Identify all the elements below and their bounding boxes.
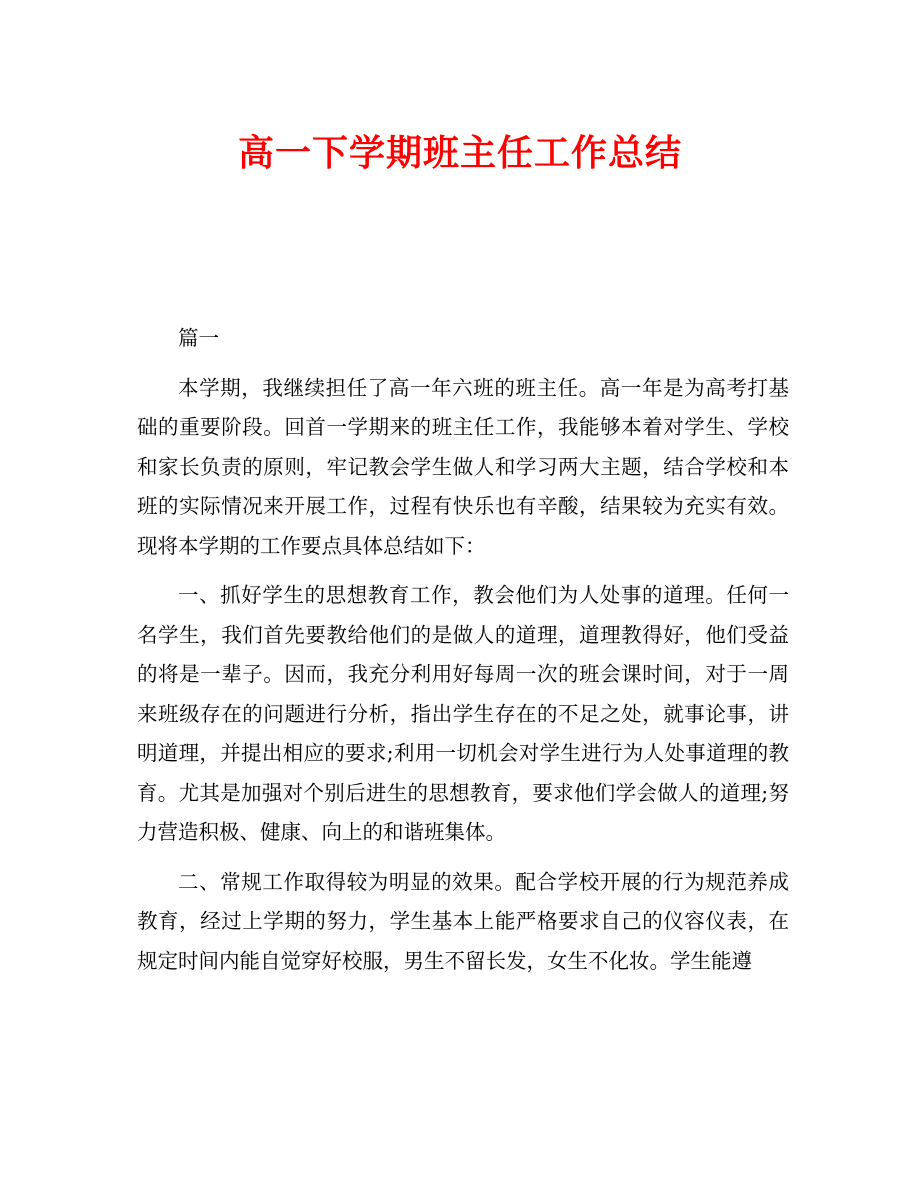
document-title: 高一下学期班主任工作总结: [237, 132, 682, 174]
paragraph-intro: 本学期，我继续担任了高一年六班的班主任。高一年是为高考打基础的重要阶段。回首一学期来的班主任工作，我能够本着对学生、学校和家长负责的原则，牢记教会学生做人和学习两大主题，结合学校和本班的实际情况来开展工作，过程有快乐也有辛酸，结果较为充实有效。现将本学期的工作要点具体总结如下：: [137, 375, 789, 558]
paragraph-point-two: 二、常规工作取得较为明显的效果。配合学校开展的行为规范养成教育，经过上学期的努力，学生基本上能严格要求自己的仪容仪表，在规定时间内能自觉穿好校服，男生不留长发，女生不化妆。学生能遵: [137, 869, 789, 973]
document-body: [137, 319, 789, 981]
section-heading: 篇一: [178, 326, 219, 350]
paragraph-point-one: 一、抓好学生的思想教育工作，教会他们为人处事的道理。任何一名学生，我们首先要教给他们的是做人的道理，道理教得好，他们受益的将是一辈子。因而，我充分利用好每周一次的班会课时间，对于一周来班级存在的问题进行分析，指出学生存在的不足之处，就事论事，讲明道理，并提出相应的要求;利用一切机会对学生进行为人处事道理的教育。尤其是加强对个别后进生的思想教育，要求他们学会做人的道理;努力营造积极、健康、向上的和谐班集体。: [137, 583, 789, 844]
